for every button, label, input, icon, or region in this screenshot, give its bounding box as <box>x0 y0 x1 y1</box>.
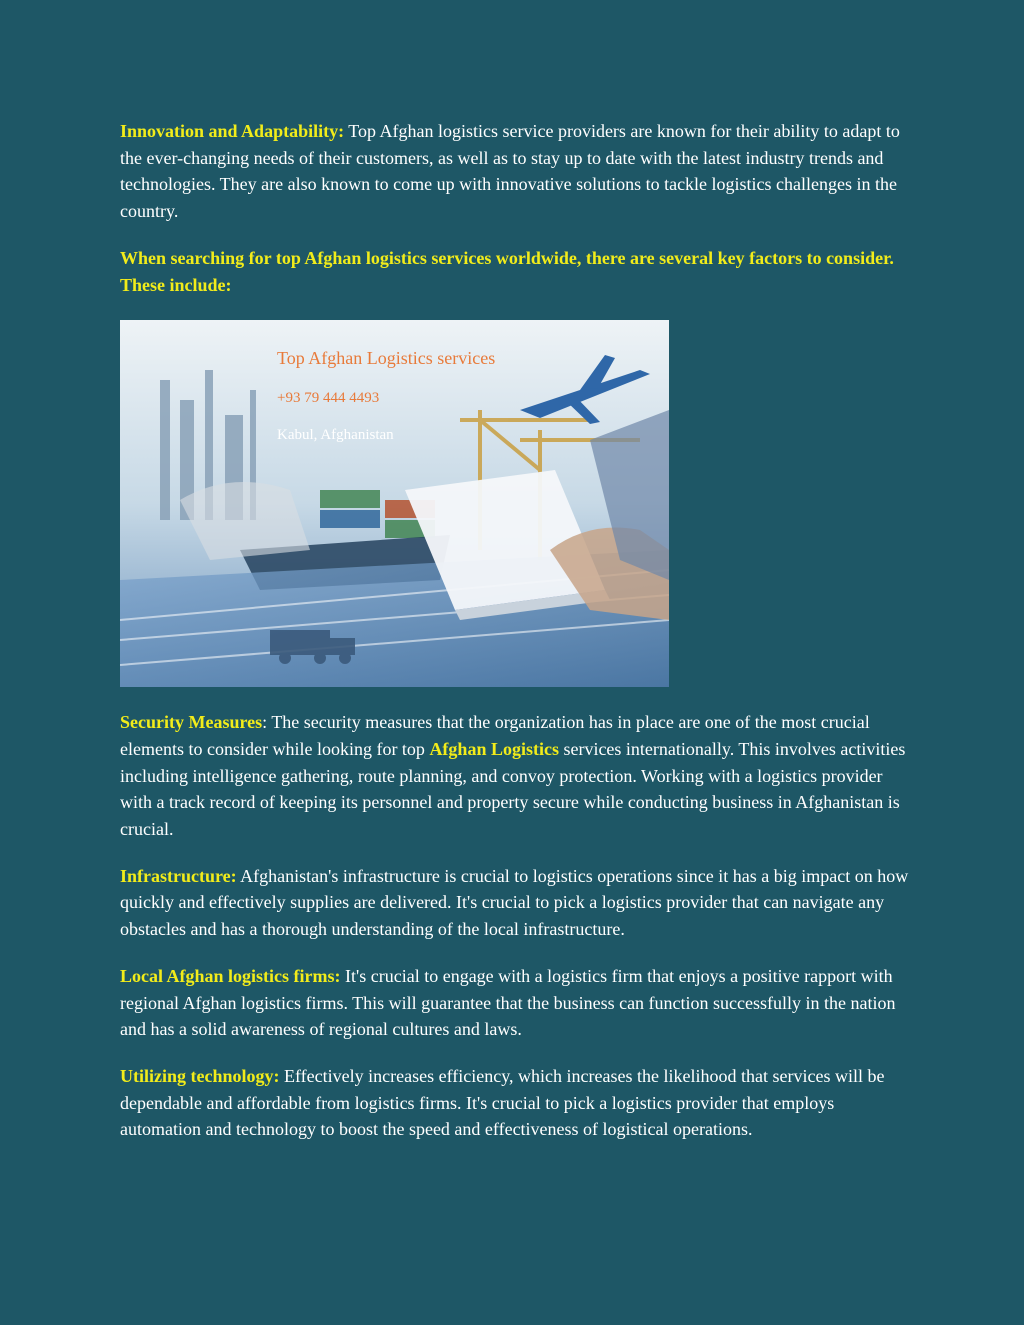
innovation-label: Innovation and Adaptability: <box>120 121 345 141</box>
innovation-text: Top Afghan logistics service providers are known for their ability to adapt to the ever-changing needs of their customers, as well as to stay up to date with the latest industry trends and technologies. They are also known to come up with innovative solutions to tackle logistics challenges in the country. <box>120 121 900 222</box>
paragraph-infrastructure <box>120 863 910 943</box>
paragraph-innovation <box>120 118 910 225</box>
local-firms-text: It's crucial to engage with a logistics firm that enjoys a positive rapport with regional Afghan logistics firms. This will guarantee that the business can function successfully in the nation and has a solid awareness of regional cultures and laws. <box>120 965 896 1040</box>
security-label: Security Measures <box>120 712 263 733</box>
image-phone: +93 79 444 4493 <box>277 390 380 407</box>
document-content <box>120 118 910 1143</box>
local-firms-label: Local Afghan logistics firms: <box>120 965 341 986</box>
afghan-logistics-link[interactable]: Afghan Logistics <box>429 738 559 759</box>
technology-label: Utilizing technology: <box>120 1065 280 1086</box>
infrastructure-label: Infrastructure: <box>120 865 237 886</box>
technology-text: Effectively increases efficiency, which increases the likelihood that services will be dependable and affordable from logistics firms. It's crucial to pick a logistics provider that employs automation and technology to boost the speed and effectiveness of logistical operations. <box>120 1065 885 1140</box>
logistics-illustration <box>120 320 669 687</box>
security-text-b: services internationally. This involves activities including intelligence gathering, route planning, and convoy protection. Working with a logistics provider with a track record of keeping its personnel and property secure while conducting business in Afghanistan is crucial. <box>120 738 906 840</box>
section-heading: When searching for top Afghan logistics services worldwide, there are several key factors to consider. These include: <box>120 247 894 295</box>
paragraph-local-firms <box>120 963 910 1043</box>
image-title: Top Afghan Logistics services <box>277 348 496 369</box>
image-location: Kabul, Afghanistan <box>277 427 394 444</box>
logistics-banner-image <box>120 320 669 687</box>
paragraph-technology <box>120 1063 910 1143</box>
infrastructure-text: Afghanistan's infrastructure is crucial to logistics operations since it has a big impact on how quickly and effectively supplies are delivered. It's crucial to pick a logistics provider that can navigate any obstacles and has a thorough understanding of the local infrastructure. <box>120 865 909 940</box>
security-text-a: : The security measures that the organization has in place are one of the most crucial elements to consider while looking for top <box>120 712 870 759</box>
paragraph-security <box>120 709 910 843</box>
